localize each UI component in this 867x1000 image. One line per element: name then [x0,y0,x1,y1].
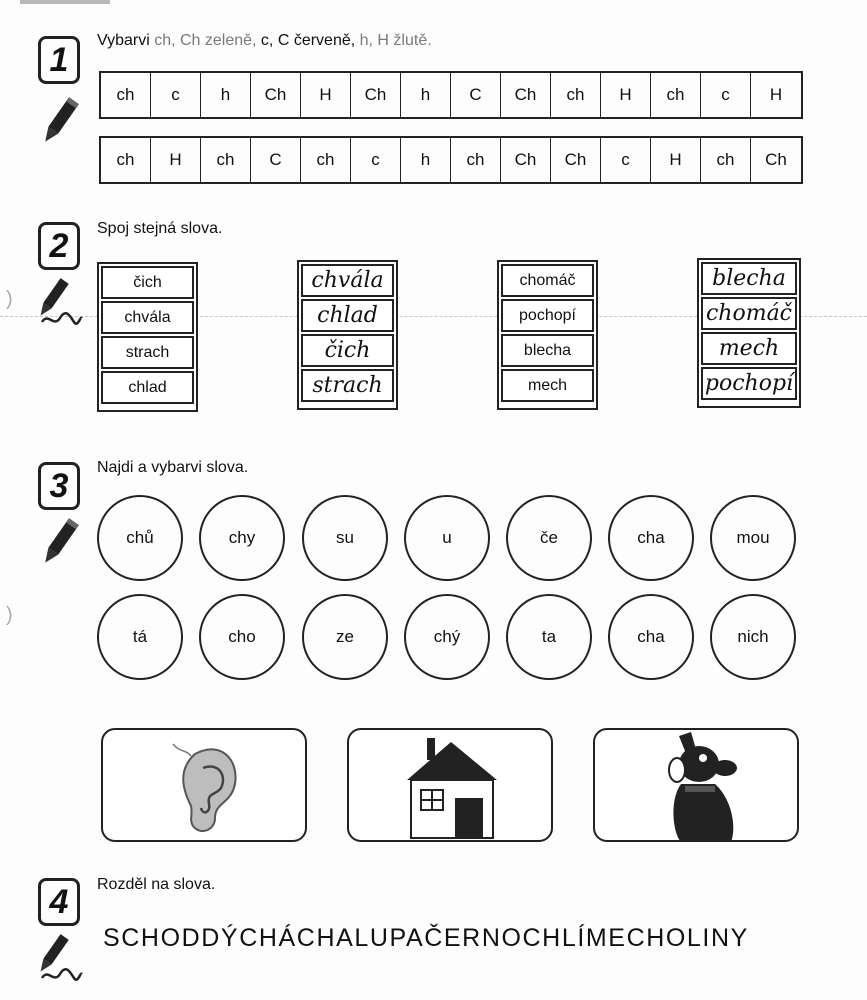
word-box[interactable]: strach [101,336,194,369]
letter-row-2 [99,136,803,184]
word-box[interactable]: chlad [101,371,194,404]
word-box[interactable]: mech [701,332,797,365]
letter-row-1 [99,71,803,119]
syllable-circle[interactable]: cha [608,594,694,680]
word-box[interactable]: čich [101,266,194,299]
word-box[interactable]: blecha [501,334,594,367]
word-box[interactable]: pochopí [501,299,594,332]
word-box[interactable]: mech [501,369,594,402]
binder-hole-mark: ) [6,604,13,626]
word-column-print-1 [97,262,198,412]
letter-cell[interactable]: h [401,138,451,182]
letter-cell[interactable]: ch [701,138,751,182]
syllable-circle[interactable]: cha [608,495,694,581]
letter-cell[interactable]: ch [551,73,601,117]
letter-cell[interactable]: h [201,73,251,117]
word-box[interactable]: blecha [701,262,797,295]
letter-cell[interactable]: Ch [251,73,301,117]
letter-cell[interactable]: c [601,138,651,182]
word-box[interactable]: pochopí [701,367,797,400]
syllable-circle[interactable]: nich [710,594,796,680]
letter-cell[interactable]: C [251,138,301,182]
instruction-green-part: ch, Ch zeleně, [154,32,257,49]
word-box[interactable]: chomáč [701,297,797,330]
letter-cell[interactable]: Ch [765,150,787,169]
task4-instruction: Rozděl na slova. [97,876,216,893]
word-column-cursive-2 [697,258,801,408]
task-number-2: 2 [38,222,80,270]
ear-picture [101,728,307,842]
syllable-circle[interactable]: ta [506,594,592,680]
word-box[interactable]: chvála [101,301,194,334]
writing-hand-icon [38,932,84,989]
syllable-circle[interactable]: chy [199,495,285,581]
word-column-cursive-1 [297,260,398,410]
letter-cell[interactable]: H [651,138,701,182]
letter-cell[interactable]: H [769,85,783,104]
word-column-print-2 [497,260,598,410]
task-number-1: 1 [38,36,80,84]
instruction-prefix: Vybarvi [97,32,155,49]
letter-cell[interactable]: ch [301,138,351,182]
letter-cell[interactable]: H [151,138,201,182]
letter-cell[interactable]: Ch [501,138,551,182]
syllable-circle[interactable]: mou [710,495,796,581]
syllable-circle[interactable]: chý [404,594,490,680]
instruction-yellow-part: h, H žlutě. [355,32,432,49]
task-number-3: 3 [38,462,80,510]
letter-cell[interactable]: Ch [501,73,551,117]
task-number-4: 4 [38,878,80,926]
house-picture [347,728,553,842]
letter-cell[interactable]: Ch [551,138,601,182]
task1-instruction [97,32,432,50]
letter-cell[interactable]: ch [101,138,151,182]
syllable-circle[interactable]: tá [97,594,183,680]
letter-string: SCHODDÝCHÁCHALUPAČERNOCHLÍMECHOLINY [103,924,749,952]
letter-cell[interactable]: c [351,138,401,182]
letter-cell[interactable]: c [151,73,201,117]
letter-cell[interactable]: Ch [351,73,401,117]
word-box[interactable]: strach [301,369,394,402]
syllable-circle[interactable]: chů [97,495,183,581]
syllable-circle[interactable]: cho [199,594,285,680]
word-box[interactable]: čich [301,334,394,367]
syllable-circle[interactable]: ze [302,594,388,680]
letter-cell[interactable]: H [601,73,651,117]
word-box[interactable]: chomáč [501,264,594,297]
word-box[interactable]: chlad [301,299,394,332]
letter-cell[interactable]: c [701,73,751,117]
syllable-circle[interactable]: su [302,495,388,581]
pencil-icon [38,515,80,576]
instruction-red-part: c, C červeně, [256,32,356,49]
syllable-circle[interactable]: u [404,495,490,581]
dog-picture [593,728,799,842]
task2-instruction: Spoj stejná slova. [97,220,223,237]
syllable-circle[interactable]: če [506,495,592,581]
binder-hole-mark: ) [6,288,13,310]
top-edge-line [20,0,110,4]
writing-hand-icon [38,276,84,333]
letter-cell[interactable]: C [451,73,501,117]
letter-cell[interactable]: ch [201,138,251,182]
letter-cell[interactable]: ch [101,73,151,117]
letter-cell[interactable]: ch [651,73,701,117]
letter-cell[interactable]: ch [451,138,501,182]
letter-cell[interactable]: H [301,73,351,117]
task3-instruction: Najdi a vybarvi slova. [97,459,249,476]
word-box[interactable]: chvála [301,264,394,297]
letter-cell[interactable]: h [401,73,451,117]
pencil-icon [38,94,80,155]
